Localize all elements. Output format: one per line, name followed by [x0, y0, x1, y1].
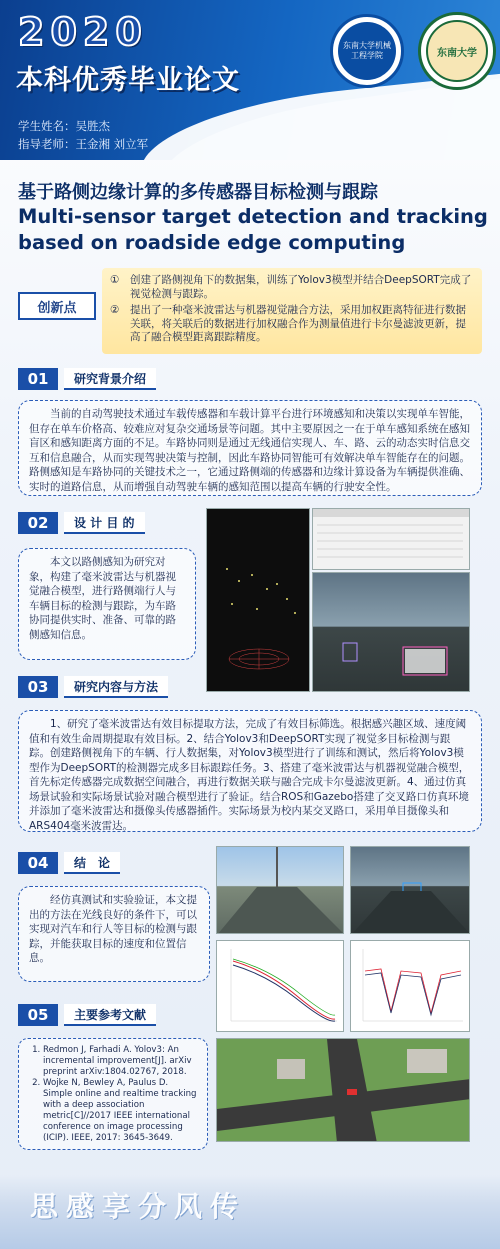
section-header-background — [18, 368, 156, 390]
innovation-text: 提出了一种毫米波雷达与机器视觉融合方法，采用加权距离特征进行数据关联，将关联后的数据进行加权融合作为测量值进行卡尔曼滤波更新，提高了融合模型距离跟踪精度。 — [130, 304, 466, 343]
fusion-detection-image — [312, 572, 470, 692]
tracking-plot-1-graphic — [217, 941, 344, 1032]
innovation-label: 创新点 — [18, 292, 96, 320]
reference-item: 1. Redmon J, Farhadi A. Yolov3: An incremental improvement[J]. arXiv preprint arXiv:1804.02767, 2018. — [43, 1045, 199, 1078]
purpose-text: 本文以路侧感知为研究对象，构建了毫米波雷达与机器视觉融合模型，进行路侧端行人与车辆目标的检测与跟踪，为车路协同提供实时、准备、可靠的路侧感知信息。 — [18, 548, 196, 660]
innovation-text: 创建了路侧视角下的数据集，训练了Yolov3模型并结合DeepSORT完成了视觉检测与跟踪。 — [130, 274, 472, 300]
conclusion-text: 经仿真测试和实验验证，本文提出的方法在光线良好的条件下，可以实现对汽车和行人等目标的检测与跟踪，并能获取目标的速度和位置信息。 — [18, 886, 210, 982]
references-box — [18, 1038, 208, 1150]
section-title: 研究内容与方法 — [64, 676, 168, 698]
background-text: 当前的自动驾驶技术通过车载传感器和车载计算平台进行环境感知和决策以实现单车智能，但存在单车价格高、较难应对复杂交通场景等问题。其中主要原因之一在于单车感知系统在感知盲区和感知距离方面的不足。车路协同则是通过无线通信实现人、车、路、云的动态实时信息交互和信息融合，从而实现驾驶决策与控制，因此车路协同智能可有效解决单车智能存在的问题。路侧感知是车路协同的关键技术之一，它通过路侧端的传感器和边缘计算设备为车辆提供准确、实时的道路信息，从而增强自动驾驶车辆的感知范围以提高车辆的行驶安全性。 — [18, 400, 482, 496]
school-logo-text: 东南大学机械工程学院 — [338, 22, 396, 80]
section-title: 研究背景介绍 — [64, 368, 156, 390]
section-number: 05 — [18, 1004, 58, 1026]
title-english: Multi-sensor target detection and tracking based on roadside edge computing — [18, 205, 488, 254]
pointcloud-graphic — [207, 509, 310, 692]
school-logo — [330, 14, 404, 88]
footer — [0, 1175, 500, 1249]
radar-pointcloud-image — [206, 508, 310, 692]
section-number: 03 — [18, 676, 58, 698]
test-scene-day-image — [216, 846, 344, 934]
tracking-plot-2 — [350, 940, 470, 1032]
university-logo-text: 东南大学 — [426, 20, 488, 82]
header-banner — [0, 0, 500, 160]
section-number: 04 — [18, 852, 58, 874]
references-list — [27, 1045, 199, 1144]
tracking-plot-2-graphic — [351, 941, 470, 1032]
test-scene-detection-graphic — [351, 847, 470, 934]
thesis-type-title: 本科优秀毕业论文 — [16, 65, 240, 96]
rviz-panel-graphic — [313, 509, 470, 570]
section-header-references — [18, 1004, 156, 1026]
section-number: 02 — [18, 512, 58, 534]
innovation-num: ① — [110, 274, 120, 286]
reference-item: 2. Wojke N, Bewley A, Paulus D. Simple online and realtime tracking with a deep association metric[C]//2017 IEEE international conference on image processing (ICIP). IEEE, 2017: 3645-3649. — [43, 1078, 199, 1144]
innovation-item — [110, 304, 474, 345]
student-name: 学生姓名：吴胜杰 — [18, 119, 110, 133]
advisor-name: 指导老师：王金湘 刘立军 — [18, 137, 149, 151]
gazebo-simulation-image — [216, 1038, 470, 1142]
innovation-item — [110, 274, 474, 301]
section-header-conclusion — [18, 852, 120, 874]
section-header-purpose — [18, 512, 145, 534]
tracking-plot-1 — [216, 940, 344, 1032]
innovation-num: ② — [110, 304, 120, 316]
gazebo-simulation-graphic — [217, 1039, 470, 1142]
test-scene-day-graphic — [217, 847, 344, 934]
test-scene-detection-image — [350, 846, 470, 934]
footer-slogan: 思感享分风传 — [30, 1190, 247, 1223]
section-title: 设 计 目 的 — [64, 512, 145, 534]
methods-text: 1、研究了毫米波雷达有效目标提取方法，完成了有效目标筛选。根据感兴趣区域、速度阈值和有效生命周期提取有效目标。2、结合Yolov3和DeepSORT实现了视觉多目标检测与跟踪。创建路侧视角下的车辆、行人数据集，对Yolov3模型进行了训练和测试，然后将Yolov3模型作为DeepSORT的检测器完成多目标跟踪任务。3、搭建了毫米波雷达与机器视觉融合模型，首先标定传感器完成数据空间融合，再进行数据关联与融合完成卡尔曼滤波更新。4、通过仿真场景试验和实际场景试验对融合模型进行了验证。结合ROS和Gazebo搭建了交叉路口仿真环境并添加了毫米波雷达和摄像头传感器插件。实际场景为校内某交叉路口，采用单目摄像头和ARS404毫米波雷达。 — [18, 710, 482, 832]
innovation-box — [102, 268, 482, 354]
section-number: 01 — [18, 368, 58, 390]
section-title: 主要参考文献 — [64, 1004, 156, 1026]
section-header-methods — [18, 676, 168, 698]
year: 2020 — [18, 10, 148, 54]
section-title: 结 论 — [64, 852, 120, 874]
rviz-panel-image — [312, 508, 470, 570]
fusion-detection-graphic — [313, 573, 470, 692]
title-chinese: 基于路侧边缘计算的多传感器目标检测与跟踪 — [18, 182, 378, 203]
university-logo — [418, 12, 496, 90]
